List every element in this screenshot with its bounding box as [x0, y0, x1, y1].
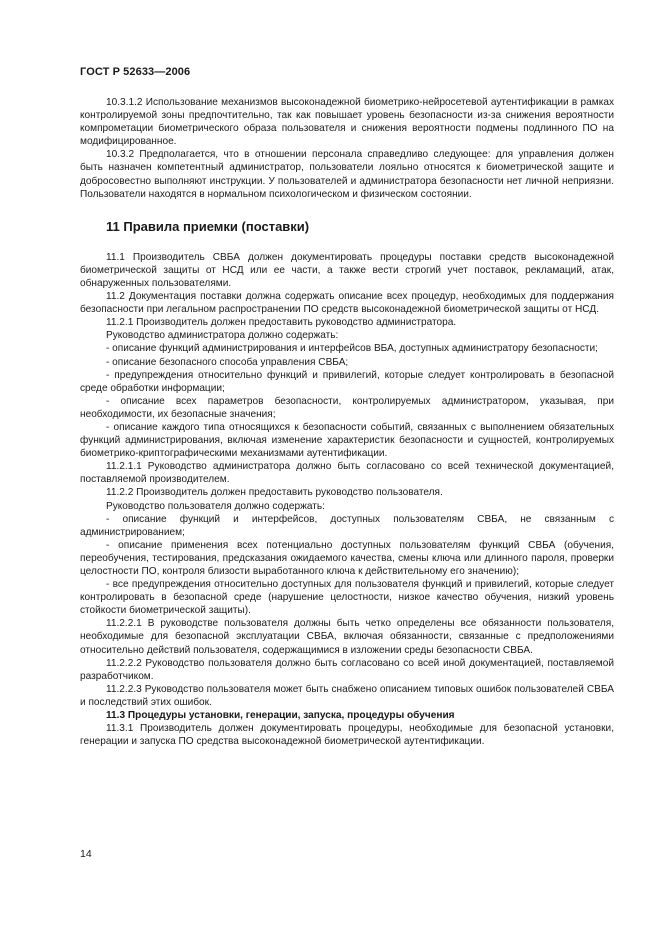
paragraph: 10.3.1.2 Использование механизмов высоконадежной биометрико-нейросетевой аутентификации в рамках контролируемой зоны предпочтительно, так как повышает уровень безопасности из-за снижения вероятности компрометации биометрического образа пользователя и снижения вероятности подмены подлинного ПО на модифицированное. — [80, 97, 614, 148]
paragraph: 11.2 Документация поставки должна содержать описание всех процедур, необходимых для поддержания безопасности при легальном распространении ПО средств высоконадежной биометрической защиты от НСД. — [80, 291, 614, 316]
list-item: - описание безопасного способа управления СВБА; — [106, 356, 349, 368]
list-item: - все предупреждения относительно доступных для пользователя функций и привилегий, которые следует контролировать в безопасной среде (нарушение целостности, низкое качество обучения, низкий уровень стойкости биометрической защиты). — [80, 579, 614, 617]
section-heading: 11 Правила приемки (поставки) — [106, 218, 310, 234]
paragraph: 11.2.2 Производитель должен предоставить руководство пользователя. — [106, 487, 443, 499]
document-body — [80, 96, 614, 748]
paragraph: Руководство пользователя должно содержать: — [106, 500, 325, 512]
paragraph: 10.3.2 Предполагается, что в отношении персонала справедливо следующее: для управления должен быть назначен компетентный администратор, пользователи лояльно относятся к биометрической защите и добросовестно выполняют инструкции. У пользователей и администратора безопасности нет личной неприязни. Пользователи находятся в нормальном психологическом и физическом состоянии. — [80, 149, 614, 200]
paragraph: 11.3.1 Производитель должен документировать процедуры, необходимые для безопасной установки, генерации и запуска ПО средства высоконадежной биометрической аутентификации. — [80, 723, 614, 748]
list-item: - предупреждения относительно функций и привилегий, которые следует контролировать в безопасной среде обработки информации; — [80, 369, 614, 394]
paragraph: Руководство администратора должно содержать: — [106, 330, 339, 342]
subsection-heading: 11.3 Процедуры установки, генерации, запуска, процедуры обучения — [106, 710, 455, 722]
document-header: ГОСТ Р 52633—2006 — [80, 66, 191, 78]
paragraph: 11.2.2.1 В руководстве пользователя должны быть четко определены все обязанности пользователя, необходимые для безопасной эксплуатации СВБА, включая обязанности, связанные с предположениями относительно действий пользователя, содержащимися в изложении среды безопасности СВБА. — [80, 618, 614, 656]
list-item: - описание всех параметров безопасности, контролируемых администратором, указывая, при необходимости, их безопасные значения; — [80, 395, 614, 420]
paragraph: 11.1 Производитель СВБА должен документировать процедуры поставки средств высоконадежной биометрической защиты от НСД или ее части, а также вести строгий учет поставок, рекламаций, атак, обнаруженных пользователями. — [80, 251, 614, 289]
list-item: - описание каждого типа относящихся к безопасности событий, связанных с выполнением обязательных функций администрирования, включая изменение характеристик безопасности и сущностей, контролируемых биометрико-криптографическими механизмами аутентификации. — [80, 421, 614, 460]
list-item: - описание функций и интерфейсов, доступных пользователям СВБА, не связанным с администрированием; — [80, 513, 614, 538]
list-item: - описание применения всех потенциально доступных пользователям функций СВБА (обучения, переобучения, тестирования, предсказания ожидаемого качества, смены ключа или длинного пароля, проверки целостности ПО, контроля близости выработанного ключа к действительному его значению); — [80, 539, 614, 577]
paragraph: 11.2.1 Производитель должен предоставить руководство администратора. — [106, 317, 457, 329]
paragraph: 11.2.2.3 Руководство пользователя может быть снабжено описанием типовых ошибок пользователей СВБА и последствий этих ошибок. — [80, 683, 614, 708]
page-number: 14 — [80, 848, 92, 860]
paragraph: 11.2.2.2 Руководство пользователя должно быть согласовано со всей иной документацией, поставляемой разработчиком. — [80, 657, 614, 682]
paragraph: 11.2.1.1 Руководство администратора должно быть согласовано со всей технической документацией, поставляемой производителем. — [80, 461, 614, 486]
list-item: - описание функций администрирования и интерфейсов ВБА, доступных администратору безопасности; — [106, 343, 598, 355]
